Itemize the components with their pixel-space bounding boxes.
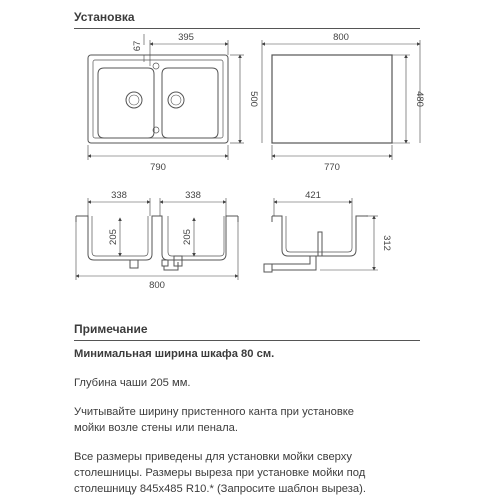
sizes-note-line-2: столешницы. Размеры выреза при установке мойки под [74, 467, 366, 479]
rim-label: 67 [132, 40, 143, 52]
tap-hole-icon [153, 63, 159, 69]
sizes-note-line-1: Все размеры приведены для установки мойки сверху [74, 451, 352, 463]
bowl-depth-note: Глубина чаши 205 мм. [74, 377, 191, 389]
right-bowl [162, 68, 218, 138]
notes-title: Примечание [74, 322, 148, 336]
cutout-outline [272, 55, 392, 143]
side-height-label: 312 [381, 235, 392, 251]
min-width-note: Минимальная ширина шкафа 80 см. [74, 348, 275, 360]
left-drain-fitting [130, 260, 138, 268]
notes-divider [74, 340, 420, 341]
rim-note-line-1: Учитывайте ширину пристенного канта при установке [74, 406, 355, 418]
bowl-depth-label: 205 [108, 229, 119, 245]
cutout-height-label: 480 [414, 91, 425, 107]
right-drain-icon [168, 92, 184, 108]
rim-note-line-2: мойки возле стены или пенала. [74, 422, 239, 434]
sizes-note-line-3: столешницу 845х485 R10.* (Запросите шаблон выреза). [74, 483, 366, 495]
sink-width-label: 790 [150, 162, 166, 173]
left-bowl [98, 68, 154, 138]
drain-trap [272, 256, 316, 270]
installation-title: Установка [74, 10, 135, 24]
sink-side-section [264, 216, 368, 272]
overflow-pipe [318, 232, 322, 256]
cutout-width-label: 770 [324, 162, 340, 173]
section-width-label: 800 [149, 280, 165, 291]
right-bowl-width-label: 338 [185, 190, 201, 201]
sink-front-section [76, 216, 238, 270]
bowl-depth-label-right: 205 [182, 229, 193, 245]
left-drain-icon [126, 92, 142, 108]
sink-top-view [88, 55, 228, 143]
sink-height-label: 500 [248, 91, 259, 107]
side-width-label: 421 [305, 190, 321, 201]
cutout-top-label: 800 [333, 32, 349, 43]
left-bowl-width-label: 338 [111, 190, 127, 201]
top-width-label: 395 [178, 32, 194, 43]
